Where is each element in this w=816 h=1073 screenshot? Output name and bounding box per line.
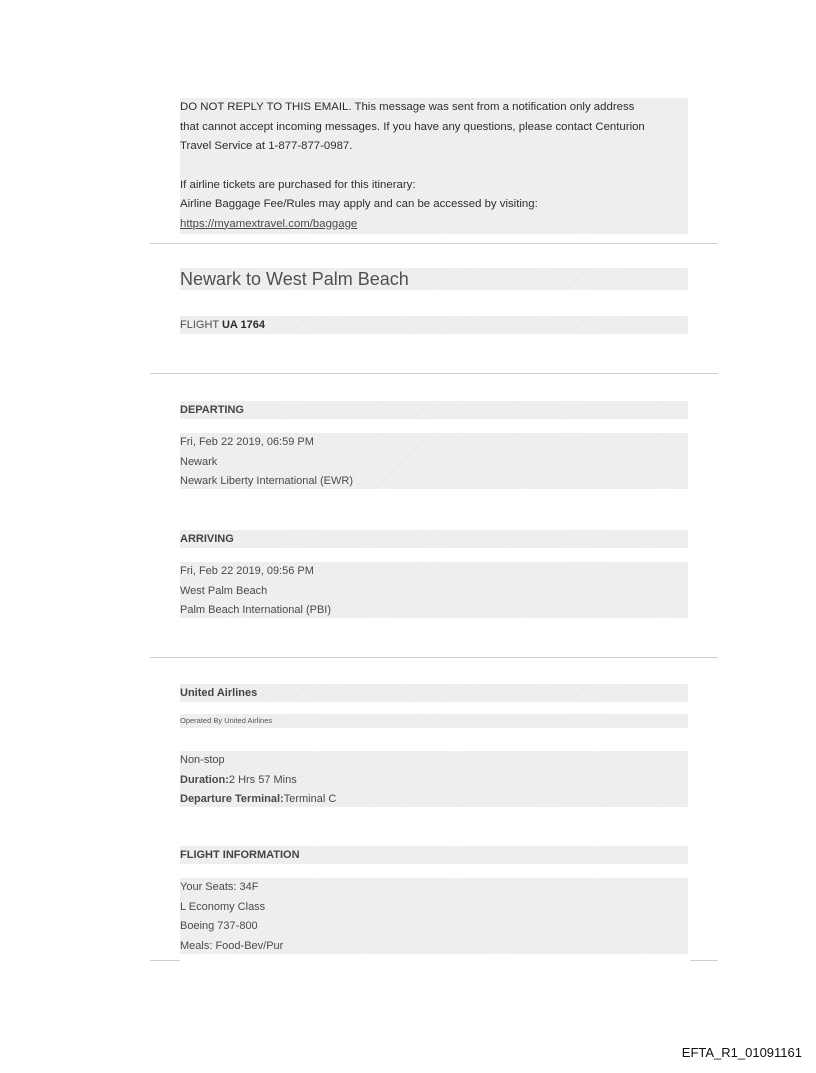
- notice-line: Travel Service at 1-877-877-0987.: [180, 140, 353, 152]
- flight-information-details: [180, 878, 688, 954]
- divider: [150, 373, 718, 374]
- divider: [150, 243, 718, 244]
- notice-line: Airline Baggage Fee/Rules may apply and can be accessed by visiting:: [180, 198, 538, 210]
- arriving-heading: ARRIVING: [180, 530, 688, 548]
- arriving-city: West Palm Beach: [180, 584, 268, 597]
- seats: Your Seats: 34F: [180, 881, 259, 893]
- flight-information-heading: FLIGHT INFORMATION: [180, 846, 688, 864]
- baggage-link[interactable]: https://myamextravel.com/baggage: [180, 217, 358, 230]
- departing-airport: Newark Liberty International (EWR): [180, 475, 354, 487]
- duration: Duration:2 Hrs 57 Mins: [180, 773, 297, 786]
- airline-name: United Airlines: [180, 684, 688, 702]
- flight-number-line: [180, 316, 688, 334]
- arriving-datetime: Fri, Feb 22 2019, 09:56 PM: [180, 565, 314, 577]
- arriving-details: [180, 562, 688, 618]
- document-id: EFTA_R1_01091161: [681, 1045, 802, 1060]
- notice-line: If airline tickets are purchased for this itinerary:: [180, 178, 416, 191]
- departing-details: [180, 433, 688, 489]
- cabin-class: L Economy Class: [180, 900, 266, 913]
- notification-notice: [180, 98, 688, 234]
- departing-city: Newark: [180, 455, 218, 468]
- stops: Non-stop: [180, 754, 225, 766]
- departure-terminal: Departure Terminal:Terminal C: [180, 793, 337, 805]
- flight-summary: [180, 751, 688, 807]
- meals: Meals: Food-Bev/Pur: [180, 939, 284, 952]
- notice-line: that cannot accept incoming messages. If you have any questions, please contact Centurion: [180, 120, 645, 133]
- departing-datetime: Fri, Feb 22 2019, 06:59 PM: [180, 436, 314, 448]
- divider: [150, 657, 718, 658]
- divider: [690, 960, 718, 961]
- flight-number: UA 1764: [221, 319, 265, 331]
- divider: [150, 960, 180, 961]
- route-title: Newark to West Palm Beach: [180, 268, 688, 290]
- operated-by: Operated By United Airlines: [180, 714, 688, 728]
- arriving-airport: Palm Beach International (PBI): [180, 604, 332, 616]
- notice-line: DO NOT REPLY TO THIS EMAIL. This message was sent from a notification only address: [180, 101, 635, 113]
- aircraft: Boeing 737-800: [180, 920, 258, 932]
- departing-heading: DEPARTING: [180, 401, 688, 419]
- flight-label: FLIGHT: [180, 319, 219, 331]
